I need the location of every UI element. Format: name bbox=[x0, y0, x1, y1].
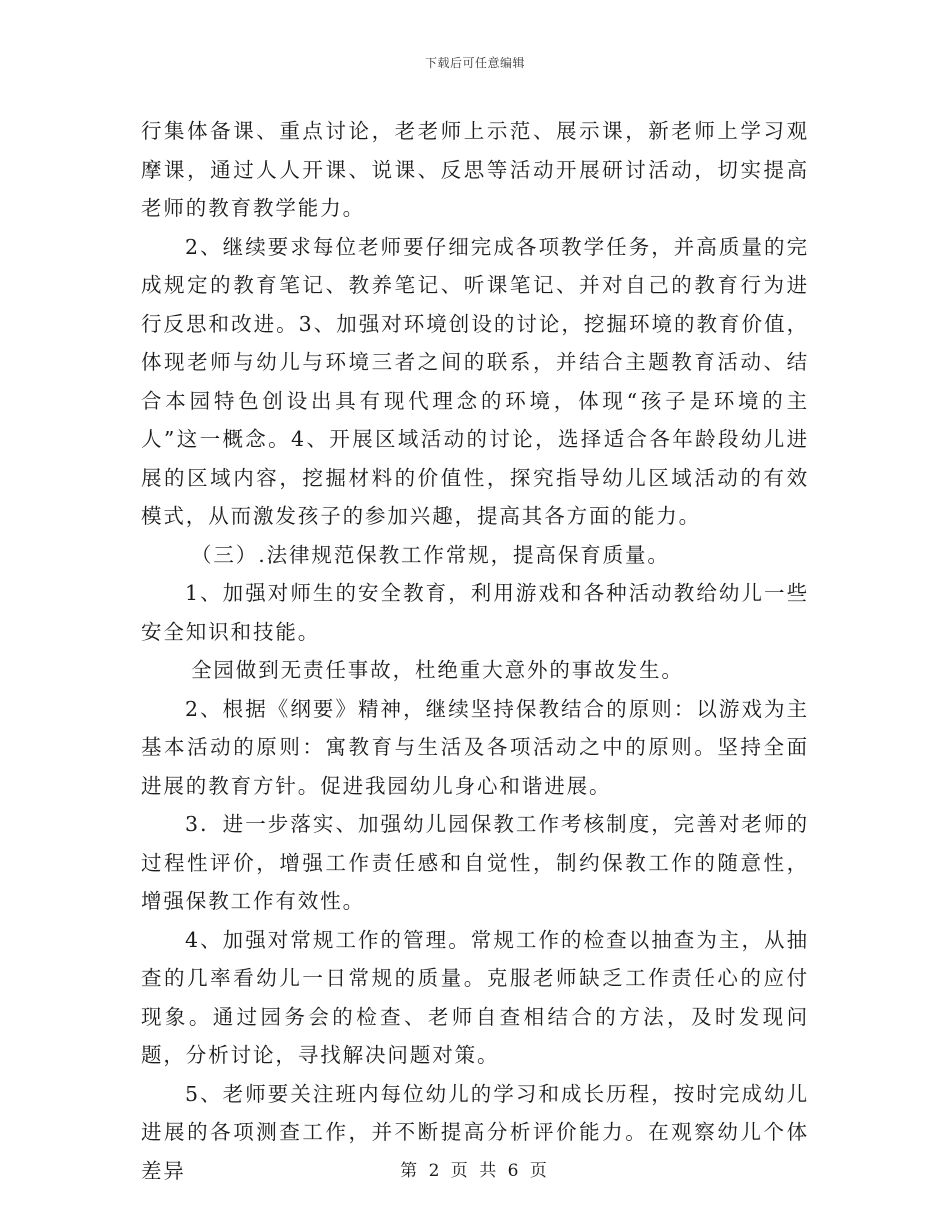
paragraph-safety-item-1: 1、加强对师生的安全教育，利用游戏和各种活动教给幼儿一些安全知识和技能。 bbox=[141, 581, 809, 644]
document-body bbox=[141, 112, 809, 1190]
section-heading-three: （三）.法律规范保教工作常规，提高保育质量。 bbox=[191, 542, 670, 567]
paragraph-item-3-assessment: 3．进一步落实、加强幼儿园保教工作考核制度，完善对老师的过程性评价，增强工作责任感和自觉性，制约保教工作的随意性，增强保教工作有效性。 bbox=[141, 812, 809, 913]
paragraph-item-2-guidelines: 2、根据《纲要》精神，继续坚持保教结合的原则：以游戏为主基本活动的原则：寓教育与生活及各项活动之中的原则。坚持全面进展的教育方针。促进我园幼儿身心和谐进展。 bbox=[141, 696, 809, 798]
paragraph-no-accident: 全园做到无责任事故，杜绝重大意外的事故发生。 bbox=[191, 658, 684, 682]
page-header: 下载后可任意编辑 bbox=[424, 56, 525, 70]
page-number: 第 2 页 共 6 页 bbox=[400, 1161, 550, 1181]
paragraph-item-5-observation: 5、老师要关注班内每位幼儿的学习和成长历程，按时完成幼儿进展的各项测查工作，并不断提高分析评价能力。在观察幼儿个体差异 bbox=[141, 1081, 809, 1183]
paragraph-item-4-routine: 4、加强对常规工作的管理。常规工作的检查以抽查为主，从抽查的几率看幼儿一日常规的质量。克服老师缺乏工作责任心的应付现象。通过园务会的检查、老师自查相结合的方法，及时发现问题，分析讨论，寻找解决问题对策。 bbox=[141, 927, 809, 1067]
paragraph-item-2: 2、继续要求每位老师要仔细完成各项教学任务，并高质量的完成规定的教育笔记、教养笔记、听课笔记、并对自己的教育行为进行反思和改进。3、加强对环境创设的讨论，挖掘环境的教育价值，体现老师与幼儿与环境三者之间的联系，并结合主题教育活动、结合本园特色创设出具有现代理念的环境，体现“孩子是环境的主人”这一概念。4、开展区域活动的讨论，选择适合各年龄段幼儿进展的区域内容，挖掘材料的价值性，探究指导幼儿区域活动的有效模式，从而激发孩子的参加兴趣，提高其各方面的能力。 bbox=[141, 234, 809, 528]
paragraph-continuation: 行集体备课、重点讨论，老老师上示范、展示课，新老师上学习观摩课，通过人人开课、说课、反思等活动开展研讨活动，切实提高老师的教育教学能力。 bbox=[141, 119, 809, 220]
